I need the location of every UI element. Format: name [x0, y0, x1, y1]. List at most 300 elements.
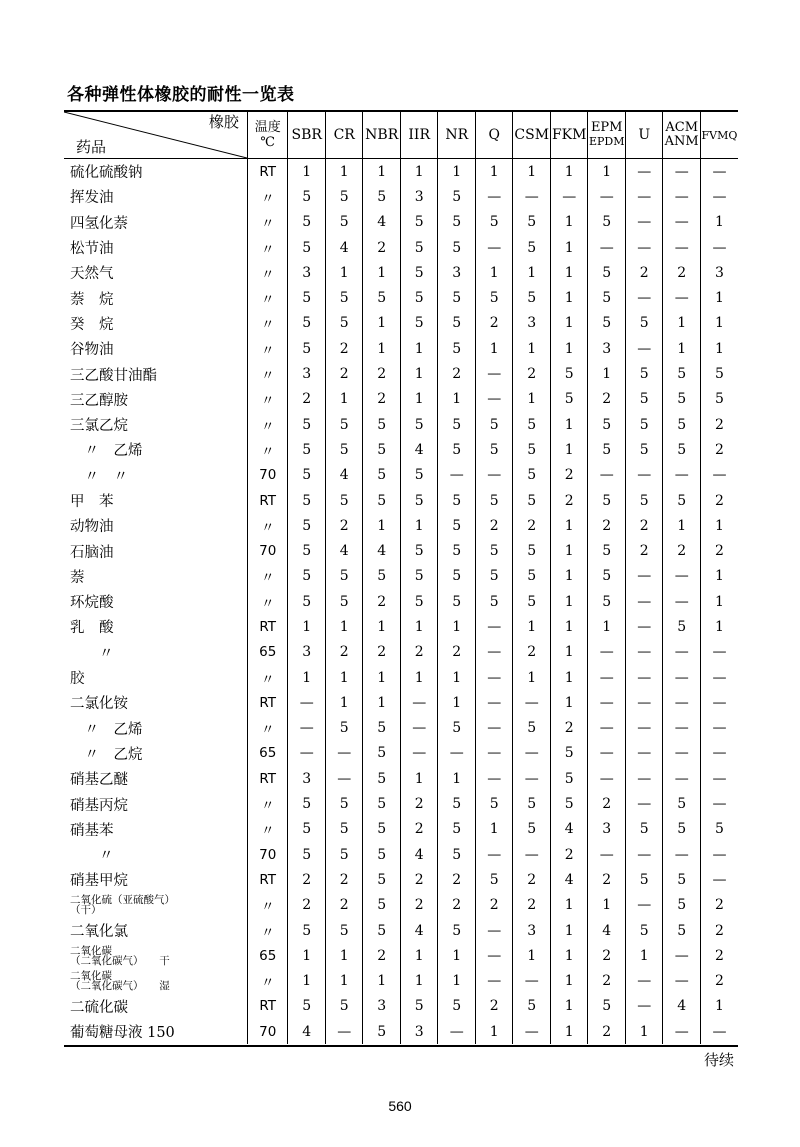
rating-cell-nr: 5: [438, 210, 476, 235]
rating-cell-nbr: 2: [363, 943, 401, 968]
rating-cell-cr: 5: [325, 918, 363, 943]
rating-cell-epm: 2: [588, 513, 626, 538]
temperature-cell: 65: [247, 943, 288, 968]
rating-cell-u: —: [625, 791, 663, 816]
temperature-cell: 〃: [247, 665, 288, 690]
rating-cell-iir: —: [400, 741, 438, 766]
rating-cell-u: 1: [625, 943, 663, 968]
rating-cell-iir: 1: [400, 969, 438, 994]
rating-cell-nr: 5: [438, 311, 476, 336]
rating-cell-sbr: 3: [288, 260, 326, 285]
rating-cell-fvmq: 1: [700, 994, 738, 1019]
rating-cell-acm: 5: [663, 387, 701, 412]
temperature-cell: 〃: [247, 311, 288, 336]
chemical-name-cell: 〃: [70, 848, 114, 865]
rating-cell-fkm: 1: [550, 994, 588, 1019]
table-row: [64, 918, 738, 943]
rating-cell-iir: 1: [400, 513, 438, 538]
rating-cell-cr: 1: [325, 159, 363, 185]
rating-cell-fkm: —: [550, 184, 588, 209]
rating-cell-acm: —: [663, 285, 701, 310]
rating-cell-q: 5: [475, 437, 513, 462]
rating-cell-csm: 2: [513, 893, 551, 918]
rating-cell-nr: 5: [438, 791, 476, 816]
rating-cell-sbr: —: [288, 716, 326, 741]
rating-cell-csm: 5: [513, 994, 551, 1019]
rating-cell-fkm: 1: [550, 564, 588, 589]
rating-cell-q: —: [475, 690, 513, 715]
rating-cell-fkm: 1: [550, 210, 588, 235]
rating-cell-q: 2: [475, 893, 513, 918]
rating-cell-sbr: 5: [288, 463, 326, 488]
table-row: [64, 538, 738, 563]
temperature-cell: 〃: [247, 361, 288, 386]
rating-cell-q: 1: [475, 817, 513, 842]
chemical-name-cell: 环烷酸: [70, 595, 114, 612]
rating-cell-fvmq: —: [700, 159, 738, 185]
rating-cell-fkm: 1: [550, 969, 588, 994]
rating-cell-epm: —: [588, 842, 626, 867]
table-row: [64, 943, 738, 968]
rating-cell-fkm: 1: [550, 943, 588, 968]
temperature-cell: 〃: [247, 589, 288, 614]
rating-cell-q: 5: [475, 412, 513, 437]
rating-cell-u: 5: [625, 918, 663, 943]
rating-cell-csm: 5: [513, 817, 551, 842]
rating-cell-cr: 5: [325, 842, 363, 867]
rating-cell-nr: 5: [438, 184, 476, 209]
rating-cell-cr: 2: [325, 867, 363, 892]
rating-cell-csm: —: [513, 741, 551, 766]
rating-cell-fvmq: 5: [700, 387, 738, 412]
rating-cell-cr: 1: [325, 387, 363, 412]
rating-cell-cr: 2: [325, 893, 363, 918]
rating-cell-fvmq: 1: [700, 210, 738, 235]
rating-cell-fvmq: 2: [700, 437, 738, 462]
rating-cell-epm: 5: [588, 412, 626, 437]
rating-cell-sbr: 5: [288, 994, 326, 1019]
rating-cell-csm: 5: [513, 791, 551, 816]
rating-cell-nbr: 5: [363, 791, 401, 816]
rating-cell-cr: 5: [325, 488, 363, 513]
rating-cell-sbr: 2: [288, 867, 326, 892]
rating-cell-cr: 1: [325, 614, 363, 639]
rating-cell-acm: 5: [663, 614, 701, 639]
chemical-name-cell: 三乙酸甘油酯: [70, 367, 157, 384]
rating-cell-nbr: 5: [363, 285, 401, 310]
chemical-name-cell: 四氢化萘: [70, 215, 128, 232]
table-row: [64, 994, 738, 1019]
rating-cell-csm: 1: [513, 387, 551, 412]
rating-cell-csm: 2: [513, 513, 551, 538]
rating-cell-nbr: 5: [363, 766, 401, 791]
table-row: [64, 741, 738, 766]
rating-cell-sbr: 1: [288, 943, 326, 968]
rating-cell-nr: 5: [438, 336, 476, 361]
temperature-cell: 〃: [247, 210, 288, 235]
table-row: [64, 463, 738, 488]
rating-cell-fvmq: 5: [700, 361, 738, 386]
rating-cell-u: —: [625, 210, 663, 235]
rating-cell-nbr: 1: [363, 336, 401, 361]
rating-cell-nbr: 5: [363, 741, 401, 766]
rating-cell-nr: —: [438, 741, 476, 766]
rating-cell-epm: 2: [588, 943, 626, 968]
rating-cell-q: 1: [475, 1019, 513, 1044]
table-row: [64, 437, 738, 462]
rating-cell-u: —: [625, 589, 663, 614]
rating-cell-acm: 5: [663, 893, 701, 918]
rating-cell-q: —: [475, 184, 513, 209]
rating-cell-q: 5: [475, 285, 513, 310]
chemical-name-note: （二氧化碳气） 湿: [70, 980, 170, 993]
rating-cell-iir: —: [400, 690, 438, 715]
temperature-cell: 70: [247, 1019, 288, 1044]
rating-cell-iir: 1: [400, 336, 438, 361]
rating-cell-csm: 2: [513, 640, 551, 665]
temp-header-label: 温度: [254, 120, 281, 135]
rating-cell-nbr: 5: [363, 437, 401, 462]
rating-cell-fvmq: 3: [700, 260, 738, 285]
rating-cell-sbr: 5: [288, 817, 326, 842]
rating-cell-epm: 5: [588, 994, 626, 1019]
col-header-q: Q: [475, 112, 513, 159]
rating-cell-acm: 2: [663, 538, 701, 563]
chemical-name-cell: 硫化硫酸钠: [70, 165, 143, 182]
rating-cell-iir: 1: [400, 361, 438, 386]
rating-cell-csm: 5: [513, 412, 551, 437]
rating-cell-acm: —: [663, 766, 701, 791]
table-row: [64, 336, 738, 361]
rating-cell-fkm: 5: [550, 741, 588, 766]
rating-cell-iir: 4: [400, 842, 438, 867]
rating-cell-csm: 5: [513, 538, 551, 563]
rating-cell-nr: 1: [438, 159, 476, 185]
rating-cell-nbr: 1: [363, 690, 401, 715]
chemical-name-cell: 〃: [70, 645, 114, 662]
rating-cell-csm: —: [513, 690, 551, 715]
rating-cell-epm: 2: [588, 791, 626, 816]
rating-cell-u: 5: [625, 817, 663, 842]
rating-cell-q: —: [475, 361, 513, 386]
table-row: [64, 564, 738, 589]
rating-cell-fkm: 5: [550, 361, 588, 386]
rating-cell-fvmq: 1: [700, 336, 738, 361]
rating-cell-nbr: 5: [363, 184, 401, 209]
rating-cell-sbr: 5: [288, 791, 326, 816]
rating-cell-sbr: 2: [288, 893, 326, 918]
rating-cell-csm: 1: [513, 943, 551, 968]
rating-cell-nr: 5: [438, 412, 476, 437]
rating-cell-iir: 5: [400, 285, 438, 310]
temperature-cell: 〃: [247, 513, 288, 538]
rating-cell-u: 2: [625, 260, 663, 285]
rating-cell-q: 5: [475, 210, 513, 235]
rating-cell-epm: —: [588, 665, 626, 690]
rating-cell-iir: 4: [400, 437, 438, 462]
chemical-name-cell: 松节油: [70, 241, 114, 258]
rating-cell-u: 1: [625, 1019, 663, 1044]
rating-cell-nbr: 5: [363, 564, 401, 589]
rating-cell-fvmq: 1: [700, 589, 738, 614]
rating-cell-fkm: 1: [550, 235, 588, 260]
rating-cell-cr: 2: [325, 640, 363, 665]
rating-cell-epm: 5: [588, 311, 626, 336]
rating-cell-sbr: 5: [288, 842, 326, 867]
rating-cell-u: —: [625, 665, 663, 690]
rating-cell-csm: 5: [513, 564, 551, 589]
rating-cell-fkm: 2: [550, 463, 588, 488]
rating-cell-q: 5: [475, 564, 513, 589]
rating-cell-q: 2: [475, 513, 513, 538]
rating-cell-q: —: [475, 614, 513, 639]
rating-cell-nbr: 4: [363, 210, 401, 235]
chemical-name-cell: 二氯化铵: [70, 696, 128, 713]
rating-cell-sbr: 5: [288, 235, 326, 260]
chemical-name-cell: 石脑油: [70, 544, 114, 561]
resistance-table-frame: [64, 110, 738, 1047]
rating-cell-csm: 2: [513, 867, 551, 892]
chemical-name-cell: 谷物油: [70, 342, 114, 359]
rating-cell-iir: —: [400, 716, 438, 741]
chemical-name-cell: 硝基甲烷: [70, 873, 128, 890]
rating-cell-fvmq: —: [700, 716, 738, 741]
rating-cell-nbr: 2: [363, 235, 401, 260]
chemical-name-cell: 癸 烷: [70, 316, 114, 333]
rating-cell-q: 5: [475, 791, 513, 816]
chemical-name-cell: 动物油: [70, 519, 114, 536]
rating-cell-u: —: [625, 184, 663, 209]
table-row: [64, 589, 738, 614]
table-row: [64, 159, 738, 185]
rating-cell-nbr: 1: [363, 260, 401, 285]
rating-cell-u: —: [625, 766, 663, 791]
col-header-epm: [588, 112, 626, 159]
rating-cell-epm: 5: [588, 564, 626, 589]
rating-cell-sbr: 5: [288, 210, 326, 235]
temperature-cell: 〃: [247, 893, 288, 918]
rating-cell-u: —: [625, 159, 663, 185]
rating-cell-u: 5: [625, 387, 663, 412]
rating-cell-acm: 5: [663, 361, 701, 386]
rating-cell-sbr: 4: [288, 1019, 326, 1044]
rating-cell-epm: 1: [588, 893, 626, 918]
col-header-iir: IIR: [400, 112, 438, 159]
chemical-name-cell: 〃 〃: [70, 468, 128, 485]
chemical-name-cell: 〃 乙烷: [70, 746, 143, 763]
rating-cell-cr: 4: [325, 538, 363, 563]
table-row: [64, 867, 738, 892]
rating-cell-u: —: [625, 564, 663, 589]
table-row: [64, 690, 738, 715]
rating-cell-u: —: [625, 690, 663, 715]
rating-cell-acm: —: [663, 184, 701, 209]
rating-cell-sbr: 5: [288, 336, 326, 361]
rating-cell-nr: 1: [438, 690, 476, 715]
rating-cell-iir: 3: [400, 1019, 438, 1044]
rating-cell-sbr: 5: [288, 437, 326, 462]
rating-cell-csm: 5: [513, 235, 551, 260]
chemical-name-cell: 硝基苯: [70, 822, 114, 839]
rating-cell-sbr: 5: [288, 513, 326, 538]
rating-cell-q: —: [475, 716, 513, 741]
rating-cell-nr: 5: [438, 918, 476, 943]
rating-cell-u: —: [625, 640, 663, 665]
temperature-cell: 〃: [247, 285, 288, 310]
table-row: [64, 893, 738, 918]
rating-cell-fkm: 1: [550, 640, 588, 665]
rating-cell-fvmq: —: [700, 1019, 738, 1044]
rating-cell-epm: 5: [588, 589, 626, 614]
rating-cell-csm: 5: [513, 589, 551, 614]
rating-cell-q: —: [475, 969, 513, 994]
rating-cell-nbr: 5: [363, 488, 401, 513]
table-row: [64, 716, 738, 741]
temperature-cell: 〃: [247, 716, 288, 741]
rating-cell-fvmq: —: [700, 235, 738, 260]
rating-cell-csm: 5: [513, 437, 551, 462]
rating-cell-sbr: 5: [288, 589, 326, 614]
rating-cell-fvmq: 2: [700, 538, 738, 563]
rating-cell-q: —: [475, 463, 513, 488]
chemical-name: 二氧化碳: [70, 970, 112, 983]
rating-cell-acm: —: [663, 716, 701, 741]
chemical-label: 药品: [76, 138, 107, 156]
rating-cell-q: 1: [475, 159, 513, 185]
rating-cell-nbr: 5: [363, 893, 401, 918]
rating-cell-nr: 5: [438, 513, 476, 538]
rating-cell-fkm: 1: [550, 690, 588, 715]
temperature-cell: 〃: [247, 260, 288, 285]
rating-cell-fkm: 1: [550, 159, 588, 185]
temperature-cell: RT: [247, 159, 288, 185]
rating-cell-csm: 5: [513, 716, 551, 741]
rating-cell-fvmq: 1: [700, 285, 738, 310]
rating-cell-acm: 5: [663, 437, 701, 462]
rating-cell-q: 5: [475, 589, 513, 614]
rating-cell-nr: 5: [438, 842, 476, 867]
rating-cell-epm: 5: [588, 210, 626, 235]
rating-cell-acm: —: [663, 210, 701, 235]
rating-cell-sbr: 1: [288, 665, 326, 690]
rating-cell-sbr: —: [288, 690, 326, 715]
rating-cell-q: 5: [475, 488, 513, 513]
rating-cell-cr: 1: [325, 690, 363, 715]
rating-cell-iir: 2: [400, 817, 438, 842]
table-row: [64, 640, 738, 665]
rating-cell-fvmq: —: [700, 741, 738, 766]
rating-cell-sbr: 5: [288, 412, 326, 437]
rating-cell-q: —: [475, 918, 513, 943]
rating-cell-csm: 5: [513, 463, 551, 488]
rating-cell-nr: 5: [438, 817, 476, 842]
col-header-csm: CSM: [513, 112, 551, 159]
rating-cell-acm: 4: [663, 994, 701, 1019]
rating-cell-iir: 2: [400, 640, 438, 665]
rating-cell-nbr: 1: [363, 969, 401, 994]
rating-cell-nr: 5: [438, 994, 476, 1019]
rating-cell-iir: 2: [400, 867, 438, 892]
rating-cell-iir: 1: [400, 665, 438, 690]
rating-cell-fkm: 1: [550, 665, 588, 690]
rating-cell-nbr: 2: [363, 640, 401, 665]
rating-cell-iir: 1: [400, 159, 438, 185]
rating-cell-csm: 1: [513, 614, 551, 639]
rating-cell-cr: —: [325, 766, 363, 791]
table-row: [64, 791, 738, 816]
rating-cell-cr: 1: [325, 260, 363, 285]
rating-cell-iir: 5: [400, 235, 438, 260]
rating-cell-u: —: [625, 994, 663, 1019]
rating-cell-cr: 4: [325, 463, 363, 488]
rating-cell-cr: 5: [325, 791, 363, 816]
rating-cell-nr: 1: [438, 614, 476, 639]
rating-cell-fkm: 1: [550, 311, 588, 336]
temp-header: [247, 112, 288, 159]
rating-cell-acm: 1: [663, 311, 701, 336]
rating-cell-nbr: 5: [363, 716, 401, 741]
rating-cell-sbr: 5: [288, 488, 326, 513]
rating-cell-csm: 1: [513, 336, 551, 361]
rating-cell-sbr: 3: [288, 766, 326, 791]
table-row: [64, 361, 738, 386]
temperature-cell: 〃: [247, 918, 288, 943]
rating-cell-fvmq: 2: [700, 412, 738, 437]
table-row: [64, 969, 738, 994]
rating-cell-u: —: [625, 235, 663, 260]
rating-cell-fkm: 1: [550, 589, 588, 614]
rating-cell-u: —: [625, 842, 663, 867]
chemical-name-cell: 硝基丙烷: [70, 797, 128, 814]
temperature-cell: RT: [247, 614, 288, 639]
temperature-cell: 〃: [247, 437, 288, 462]
rating-cell-epm: 5: [588, 488, 626, 513]
rating-cell-nr: 1: [438, 766, 476, 791]
rating-cell-nbr: 1: [363, 159, 401, 185]
table-body: [64, 159, 738, 1045]
rating-cell-epm: —: [588, 766, 626, 791]
rating-cell-fvmq: —: [700, 665, 738, 690]
rating-cell-sbr: 1: [288, 614, 326, 639]
rating-cell-epm: 2: [588, 969, 626, 994]
table-row: [64, 842, 738, 867]
rating-cell-acm: 5: [663, 918, 701, 943]
rating-cell-nbr: 5: [363, 463, 401, 488]
rating-cell-acm: —: [663, 665, 701, 690]
rating-cell-q: —: [475, 235, 513, 260]
temperature-cell: RT: [247, 867, 288, 892]
rating-cell-fkm: 1: [550, 437, 588, 462]
rating-cell-iir: 5: [400, 311, 438, 336]
rating-cell-u: —: [625, 969, 663, 994]
rating-cell-acm: —: [663, 969, 701, 994]
temperature-cell: 〃: [247, 969, 288, 994]
chemical-name-note: （二氧化碳气） 干: [70, 954, 170, 967]
rating-cell-nr: 5: [438, 437, 476, 462]
rating-cell-epm: 5: [588, 538, 626, 563]
epm-label: EPM: [590, 120, 623, 135]
rating-cell-q: —: [475, 943, 513, 968]
rating-cell-fvmq: —: [700, 867, 738, 892]
col-header-sbr: SBR: [288, 112, 326, 159]
rating-cell-fvmq: 5: [700, 817, 738, 842]
rating-cell-sbr: 1: [288, 969, 326, 994]
rating-cell-iir: 5: [400, 538, 438, 563]
col-header-fkm: FKM: [550, 112, 588, 159]
chemical-name-cell: [64, 893, 247, 918]
rating-cell-nr: 5: [438, 488, 476, 513]
rating-cell-cr: 5: [325, 285, 363, 310]
